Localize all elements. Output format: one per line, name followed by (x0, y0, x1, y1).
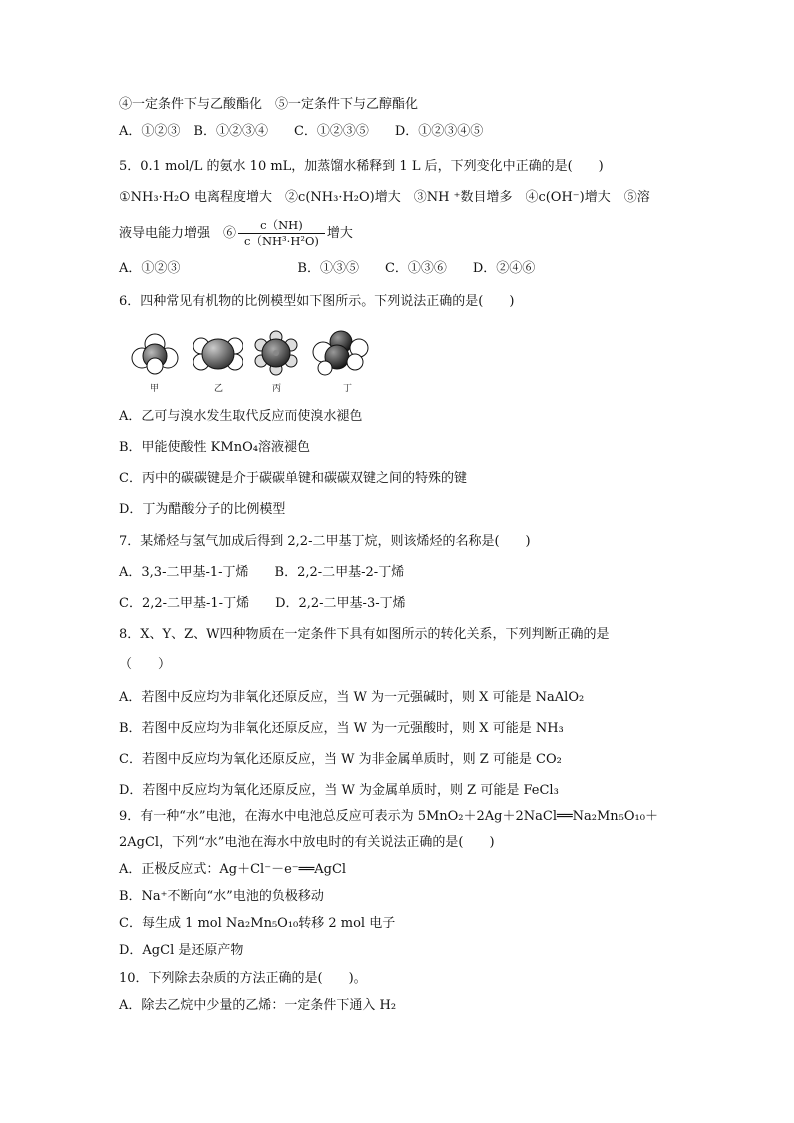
q6-stem: 6．四种常见有机物的比例模型如下图所示。下列说法正确的是( ) (119, 294, 515, 309)
molecule-yi-figure (193, 330, 243, 376)
ratio-fraction (238, 218, 325, 249)
q8-option-c: C．若图中反应均为氧化还原反应，当 W 为非金属单质时，则 Z 可能是 CO₂ (119, 752, 562, 767)
q5-choices: A．①②③ B．①③⑤ C．①③⑥ D．②④⑥ (119, 261, 536, 276)
q5-items-2 (119, 218, 353, 249)
q6-option-b: B．甲能使酸性 KMnO₄溶液褪色 (119, 440, 310, 455)
q7-options-ab: A．3,3-二甲基-1-丁烯 B．2,2-二甲基-2-丁烯 (119, 565, 405, 580)
q9-stem-2: 2AgCl，下列“水”电池在海水中放电时的有关说法正确的是( ) (119, 835, 495, 850)
q8-stem: 8．X、Y、Z、W四种物质在一定条件下具有如图所示的转化关系，下列判断正确的是 (119, 627, 610, 642)
q8-option-b: B．若图中反应均为非氧化还原反应，当 W 为一元强酸时，则 X 可能是 NH₃ (119, 721, 564, 736)
q6-option-a: A．乙可与溴水发生取代反应而使溴水褪色 (119, 409, 363, 424)
q6-option-c: C．丙中的碳碳键是介于碳碳单键和碳碳双键之间的特殊的键 (119, 471, 467, 486)
q4-choices: A．①②③ B．①②③④ C．①②③⑤ D．①②③④⑤ (119, 124, 484, 139)
molecule-jia-figure (130, 330, 180, 376)
q7-options-cd: C．2,2-二甲基-1-丁烯 D．2,2-二甲基-3-丁烯 (119, 596, 406, 611)
q10-stem: 10．下列除去杂质的方法正确的是( )。 (119, 971, 367, 986)
molecule-label-yi: 乙 (214, 384, 224, 394)
q8-option-a: A．若图中反应均为非氧化还原反应，当 W 为一元强碱时，则 X 可能是 NaAlO₂ (119, 690, 585, 705)
q8-answer-bracket: （ ） (119, 657, 172, 672)
q4-options-line: ④一定条件下与乙酸酯化 ⑤一定条件下与乙醇酯化 (119, 97, 419, 112)
q6-option-d: D．丁为醋酸分子的比例模型 (119, 502, 286, 517)
molecule-label-jia: 甲 (150, 384, 160, 394)
q10-option-a: A．除去乙烷中少量的乙烯：一定条件下通入 H₂ (119, 998, 397, 1013)
molecule-label-ding: 丁 (343, 384, 353, 394)
q8-option-d: D．若图中反应均为氧化还原反应，当 W 为金属单质时，则 Z 可能是 FeCl₃ (119, 783, 559, 798)
q9-option-c: C．每生成 1 mol Na₂Mn₅O₁₀转移 2 mol 电子 (119, 916, 396, 931)
q9-option-a: A．正极反应式：Ag＋Cl⁻－e⁻══AgCl (119, 862, 347, 877)
molecule-bing-figure (254, 330, 298, 376)
q5-items-1: ①NH₃·H₂O 电离程度增大 ②c(NH₃·H₂O)增大 ③NH ⁺数目增多 ④c(OH⁻)增大 ⑤溶 (119, 190, 650, 205)
q9-option-d: D．AgCl 是还原产物 (119, 943, 244, 958)
q9-option-b: B．Na⁺不断向“水”电池的负极移动 (119, 889, 324, 904)
fraction-numerator: c（NH) (238, 218, 325, 234)
molecule-label-bing: 丙 (272, 384, 282, 394)
molecule-ding-figure (311, 330, 371, 376)
q7-stem: 7．某烯烃与氢气加成后得到 2,2-二甲基丁烷，则该烯烃的名称是( ) (119, 534, 531, 549)
q5-stem: 5．0.1 mol/L 的氨水 10 mL，加蒸馏水稀释到 1 L 后，下列变化中正确的是( ) (119, 159, 604, 174)
q5-items-2-text: 液导电能力增强 ⑥ (119, 226, 237, 241)
q9-stem-1: 9．有一种“水”电池，在海水中电池总反应可表示为 5MnO₂＋2Ag＋2NaCl══Na₂Mn₅O₁₀＋ (119, 809, 658, 824)
q5-items-2-tail: 增大 (326, 226, 353, 241)
fraction-denominator: c（NH³·H²O) (244, 234, 319, 248)
